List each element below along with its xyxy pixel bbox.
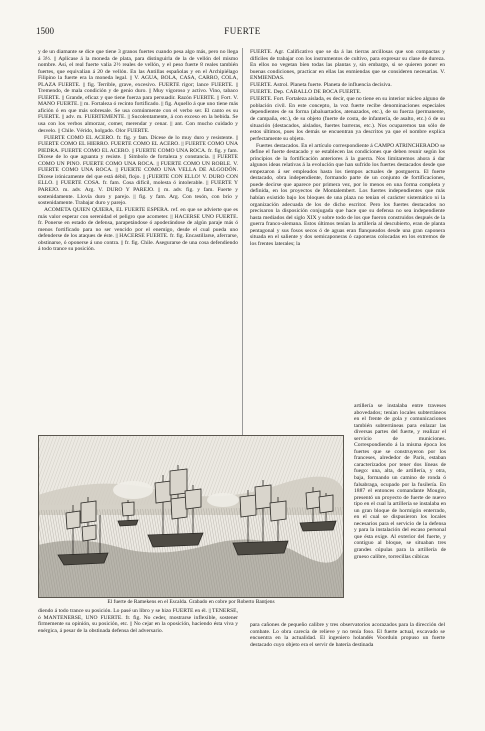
paragraph: FUERTE. Dep. CABALLO DE BOCA FUERTE. — [250, 89, 362, 96]
paragraph: ACOMETA QUIEN QUIERA, EL FUERTE ESPERA. ref. en que se advierte que es más valor esperar con serenidad el peligro que acometer. || HACERSE UNO FUERTE. fr. Ponerse en estado de defensa, parapetándose ó apoderándose de algún paraje más ó menos fortificado para no ser vencido por el enemigo, desde el cual pueda uno defenderse de los ataques de éste. || HACERSE FUERTE. fr. fig. Encastillarse, aferrarse, obstinarse, ó oponerse á uno contra. || fr. fig. Chile. Asegurarse de una cosa defendiendo á todo trance su posición. — [38, 207, 238, 253]
naval-battle-engraving — [38, 435, 344, 598]
page-title: FUERTE — [224, 26, 261, 36]
paragraph: FUERTE COMO EL ACERO. fr. fig. y fam. Dícese de lo muy duro y resistente. || FUERTE COMO EL HIERRO. FUERTE COMO EL ACERO. || FUERTE COMO UNA PIEDRA. FUERTE COMO EL ACERO. || FUERTE COMO UNA ROCA. fr. fig. y fam. Dícese de lo que aguanta y resiste. || Símbolo de fortaleza y constancia. || FUERTE COMO UN PINO. FUERTE COMO UNA ROCA. || FUERTE COMO UN ROBLE. V. FUERTE COMO UNA ROCA. || FUERTE COMO UNA VELLA DE ALGODÓN. Dícese irónicamente del que está débil, flojo. || ¡FUERTE CON ELLO! V. DURO CON ELLO. || FUERTE COSA. fr. fam. Cosa difícil, molesta ó intolerable. || FUERTE Y PAREJO. m. adv. Arg. V. DURO Y PAREJO. || m. adv. fig. y fam. Fuerte y sostenidamente. Llovía duro y parejo. || fig. y fam. Arg. Con tesón, con brío y sostenidamente. Trabajar duro y parejo. — [38, 134, 238, 207]
paragraph: para cañones de pequeño calibre y tres observatorios acorazados para la dirección del combate. Lo obra carecía de relieve y no tenía foso. El fuerte actual, excavado se encuentra en la actualidad. El ingeniero holandés Voorduin propuso un fuerte destacado cuyo objeto era el servir de batería destinada — [250, 622, 445, 648]
left-column — [38, 49, 238, 430]
left-column-bottom — [38, 608, 238, 675]
paragraph: artillería se instalaba entre traveses abovedados; tenían locales subterráneos en el frente de gola y comunicaciones también subterráneas para enlazar las diversas partes del fuerte, y realizar el servicio de municiones. Correspondiendo á la misma época los fuertes que se construyeron por los franceses, alrededor de París, estaban caracterizados por tener dos líneas de fuego: una, alta, de artillería, y otra, baja, formando un camino de ronda ó falsabraga, ocupado por la fusilería. En 1887 el entonces comandante Mougin, presentó un proyecto de fuerte de nuevo tipo en el cual la artillería se instalaba en un gran bloque de hormigón enterrado, en el cual se dispusieron los locales necesarios para el servicio de la defensa y para la instalación del escaso personal que ésta exige. Al exterior del fuerte, y contiguo al bloque, se situaban tres grandes cúpulas para la artillería de grueso calibre, torrecillas cúbicas — [354, 403, 446, 560]
engraving-illustration — [38, 435, 344, 598]
paragraph: FUERTE. Astrol. Planeta fuerte. Planeta de influencia decisiva. — [250, 82, 392, 89]
column-divider — [242, 48, 243, 480]
right-column — [250, 49, 445, 399]
paragraph: FUERTE. Fort. Fortaleza aislada, es decir, que no tiene en su interior núcleo alguno de población civil. En este concepto, la voz fuerte recibe denominaciones especiales dependientes de su forma (abaluartados, atenazados, etc.), de su fuerza (permanente, de campaña, etc.), de su objeto (fuerte de costa, de infantería, de asalto, etc.) ó de su situación (destacados, aislados, fuertes barreras, etc.). Nos ocuparemos tan sólo de estos últimos, pues los demás se encuentran ya descritos ya que el nombre explica perfectamente su objeto. — [250, 96, 445, 142]
page-header — [0, 26, 485, 40]
figure-caption: El fuerte de Ramekens en el Escalda. Grabado en cobre por Roberto Bantjens — [107, 599, 275, 605]
page-number: 1500 — [36, 26, 54, 36]
paragraph: y de un diamante se dice que tiene 3 granos fuertes cuando pesa algo más, pero no llega á 3½. || Aplícase á la moneda de plata, para distinguirla de la de vellón del mismo nombre. Así, el real fuerte valía 2½ reales de vellón, y el peso fuerte 8 reales también fuertes, que equivalían á 20 de vellón. En las Antillas españolas y en el Archipiélago Filipino la fuerte era la moneda legal. || V. AGUA, BOLA, CASA, CARRO, COLA, PLAZA FUERTE. || fig. Terrible, grave, excesivo. FUERTE rigor; lance FUERTE. || Tremendo, de mala condición y de genio duro. || Muy vigoroso y activo. Vino, tabaco FUERTE. || Grande, eficaz y que tiene fuerza para persuadir. Razón FUERTE. || Fort. V. MANO FUERTE. || m. Fortaleza ó recinto fortificado. || fig. Aquello á que uno tiene más afición ó en que más sobresale. Se usa comúnmente con el verbo ser. El canto es su FUERTE. || adv. m. FUERTEMENTE. || Sucolentamente, á con exceso en la bebida. Se usa con los verbos almorzar, comer, merendar y cenar. || ant. Con mucho cuidado y desvelo. || Chile. Vérido, holgado. Olor FUERTE. — [38, 49, 238, 134]
paragraph: FUERTE. Agr. Calificativo que se da á las tierras arcillosas que son compactas y difíciles de trabajar con los instrumentos de cultivo, para expresar su clase de dureza. En ellos no vegetan bien todas las plantas y, sin embargo, si se quieren poner en buenas condiciones, practicar en ellas las enmiendas que se consideren necesarias. V. ENMIENDAS. — [250, 49, 445, 82]
paragraph: diendo á todo trance su posición. Lo pasé un libro y se hizo FUERTE en él. || TENERSE, ó MANTENERSE, UNO FUERTE. fr. fig. No ceder, mostrarse inflexible, sostener firmemente su opinión, su posición, etc. || No cejar en la oposición, haciendo ésta viva y enérgica, á pesar de la obstinada defensa del adversario. — [38, 608, 238, 634]
right-column-bottom — [250, 622, 445, 684]
paragraph: Fuertes destacados. En el artículo correspondiente á CAMPO ATRINCHERADO se define el fuerte destacado y se establecen las condiciones que deben reunir según los principios de la fortificación anteriores á la guerra. Nos limitaremos ahora á dar algunos ideas relativas á la evolución que han sufrido los fuertes destacados desde que empezaron á ser empleados hasta los tiempos actuales de postguerra. El fuerte destacado, obra independiente, formando parte de un conjunto de fortificaciones, puede decirse que aparece por primera vez, por lo menos en una forma completa y definida, en los proyectos de Montalembert. Los fuertes independientes que más habían existido bajo los bloques de una plaza no tenían el carácter sistemático ni la organización adecuada de los de dicho escritor. Pero los fuertes destacados no precisaron la disposición conjugada que hace que su defensa no sea independiente hasta mediados del siglo XIX y sobre todo de los que fueron construidos después de la guerra franco-alemana. Estos últimos tenían la artillería al descubierto, eran de planta pentagonal y sus fosos secos ó de aguas eran flanqueados desde una gran caponera situada en el saliente y dos semicaponeras ó caponeras colocadas en los extremos de los frentes laterales; la — [250, 142, 445, 247]
